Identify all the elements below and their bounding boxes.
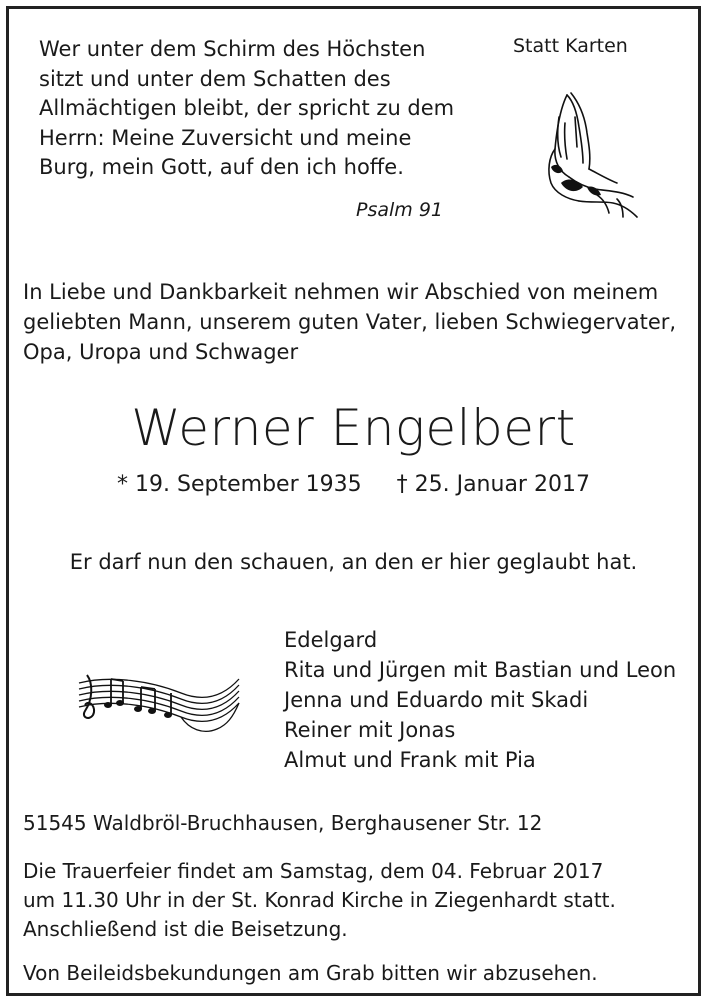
- statt-karten-label: Statt Karten: [513, 35, 628, 57]
- condolence-note: Von Beileidsbekundungen am Grab bitten wir abzusehen.: [23, 961, 598, 985]
- family-member: Jenna und Eduardo mit Skadi: [284, 688, 589, 712]
- family-member: Edelgard: [284, 628, 378, 652]
- life-dates: [9, 472, 698, 497]
- verse-line: sitzt und unter dem Schatten des: [39, 66, 391, 91]
- family-member: Reiner mit Jonas: [284, 718, 456, 742]
- verse-line: Wer unter dem Schirm des Höchsten: [39, 37, 426, 61]
- verse-line: Herrn: Meine Zuversicht und meine: [39, 125, 412, 150]
- family-address: 51545 Waldbröl-Bruchhausen, Berghausener Str. 12: [23, 811, 543, 835]
- birth-date: * 19. September 1935: [117, 472, 362, 497]
- verse-line: Allmächtigen bleibt, der spricht zu dem: [39, 96, 455, 120]
- deceased-name: Werner Engelbert: [131, 399, 576, 457]
- farewell-intro: [23, 277, 676, 367]
- funeral-line: Die Trauerfeier findet am Samstag, dem 04. Februar 2017: [23, 859, 604, 883]
- funeral-line: um 11.30 Uhr in der St. Konrad Kirche in Ziegenhardt statt.: [23, 888, 616, 912]
- funeral-line: Anschließend ist die Beisetzung.: [23, 917, 348, 941]
- intro-line: Opa, Uropa und Schwager: [23, 340, 299, 364]
- bible-verse: [39, 35, 454, 183]
- memorial-quote: Er darf nun den schauen, an den er hier geglaubt hat.: [69, 550, 638, 574]
- obituary-notice: [6, 6, 701, 996]
- verse-source: Psalm 91: [356, 199, 444, 221]
- intro-line: In Liebe und Dankbarkeit nehmen wir Abschied von meinem: [23, 280, 659, 304]
- praying-hands-icon: [537, 87, 647, 227]
- family-member: Rita und Jürgen mit Bastian und Leon: [284, 658, 677, 682]
- funeral-details: [23, 857, 616, 944]
- music-notes-icon: [71, 659, 251, 739]
- family-list: [284, 625, 676, 775]
- verse-line: Burg, mein Gott, auf den ich hoffe.: [39, 155, 404, 179]
- death-date: † 25. Januar 2017: [396, 472, 590, 497]
- intro-line: geliebten Mann, unserem guten Vater, lieben Schwiegervater,: [23, 310, 677, 334]
- family-member: Almut und Frank mit Pia: [284, 748, 536, 772]
